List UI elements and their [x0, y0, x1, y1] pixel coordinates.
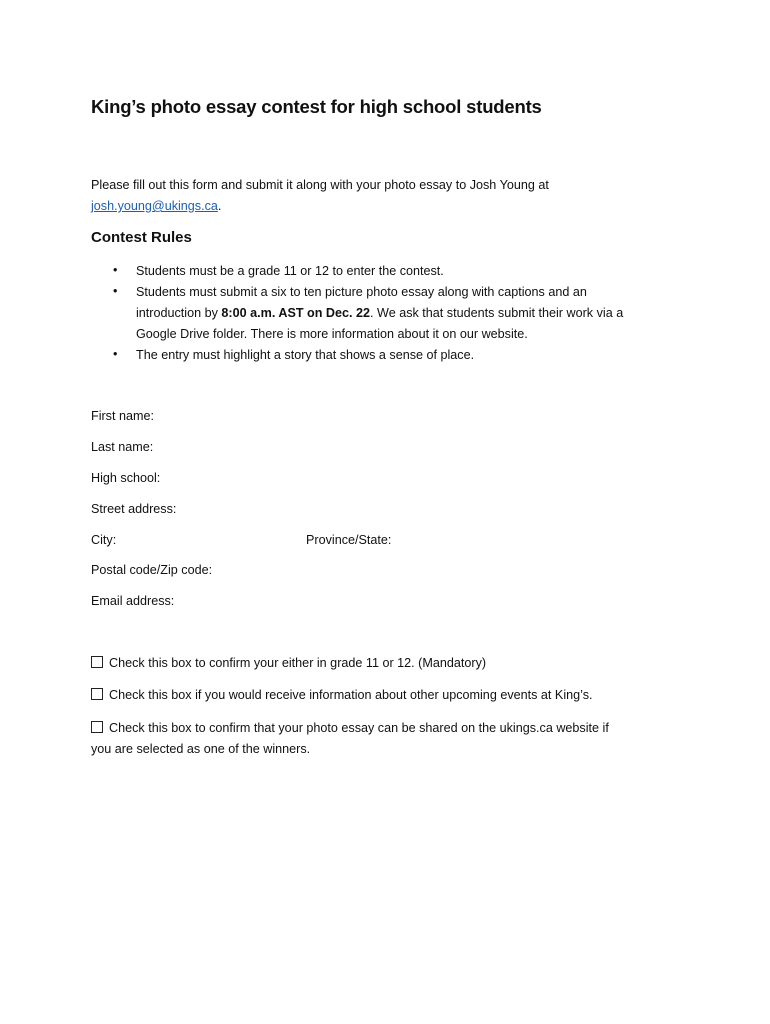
- rule-text: introduction by: [136, 306, 222, 320]
- checkbox-icon[interactable]: [91, 721, 103, 733]
- rule-item-line: Students must submit a six to ten picture photo essay along with captions and an: [136, 285, 587, 299]
- checkbox-grade[interactable]: [91, 655, 486, 671]
- rule-item: Students must be a grade 11 or 12 to enter the contest.: [136, 264, 444, 278]
- checkbox-share[interactable]: [91, 720, 609, 736]
- deadline: 8:00 a.m. AST on Dec. 22: [221, 306, 371, 320]
- street-address-field[interactable]: Street address:: [91, 502, 177, 516]
- intro-text: Please fill out this form and submit it along with your photo essay to Josh Young at: [91, 178, 549, 192]
- email-link[interactable]: josh.young@ukings.ca: [91, 199, 218, 213]
- bullet-icon: •: [113, 263, 118, 277]
- first-name-field[interactable]: First name:: [91, 409, 154, 423]
- checkbox-label: Check this box to confirm your either in grade 11 or 12. (Mandatory): [109, 656, 487, 670]
- checkbox-label: Check this box if you would receive information about other upcoming events at King’s.: [109, 688, 593, 702]
- checkbox-events[interactable]: [91, 687, 593, 703]
- postal-code-field[interactable]: Postal code/Zip code:: [91, 563, 213, 577]
- last-name-field[interactable]: Last name:: [91, 440, 154, 454]
- page-title: King’s photo essay contest for high school students: [91, 96, 542, 117]
- bullet-icon: •: [113, 347, 118, 361]
- period: .: [217, 199, 222, 213]
- checkbox-label-continued: you are selected as one of the winners.: [91, 742, 311, 756]
- checkbox-icon[interactable]: [91, 688, 103, 700]
- checkbox-label: Check this box to confirm that your photo essay can be shared on the ukings.ca website if: [109, 721, 609, 735]
- rule-item-line: Google Drive folder. There is more information about it on our website.: [136, 327, 528, 341]
- rule-text: . We ask that students submit their work via a: [370, 306, 624, 320]
- rule-item-line: [136, 305, 623, 321]
- province-field[interactable]: Province/State:: [306, 533, 392, 547]
- bullet-icon: •: [113, 284, 118, 298]
- intro-email-line: [91, 198, 221, 214]
- high-school-field[interactable]: High school:: [91, 471, 161, 485]
- rules-heading: Contest Rules: [91, 229, 192, 246]
- checkbox-icon[interactable]: [91, 656, 103, 668]
- email-address-field[interactable]: Email address:: [91, 594, 175, 608]
- rule-item: The entry must highlight a story that shows a sense of place.: [136, 348, 475, 362]
- city-field[interactable]: City:: [91, 533, 117, 547]
